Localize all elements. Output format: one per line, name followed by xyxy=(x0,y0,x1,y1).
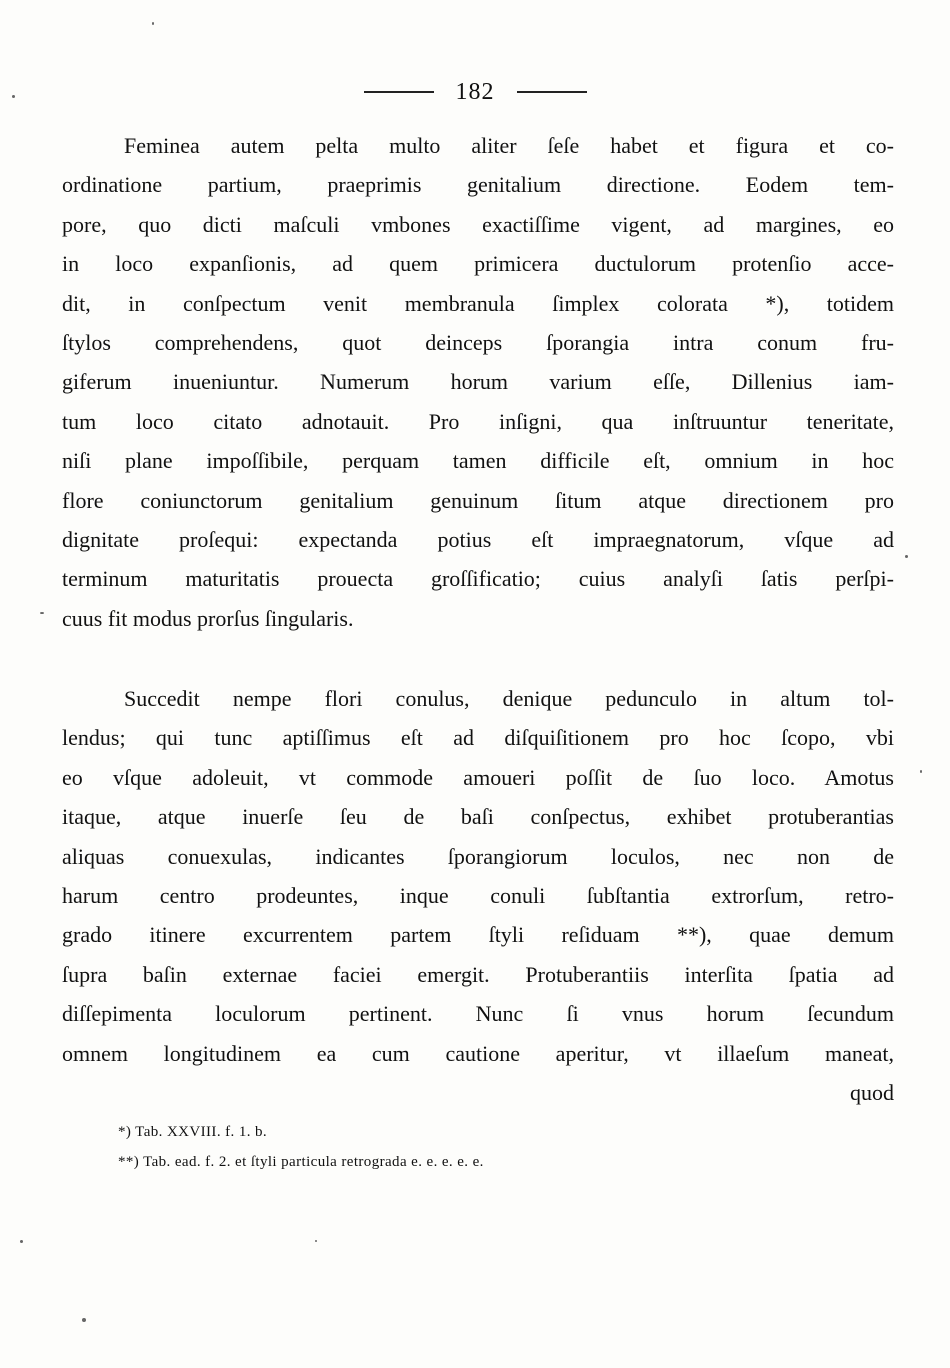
paragraph-1 xyxy=(62,126,894,638)
footnote: *) Tab. XXVIII. f. 1. b. xyxy=(118,1124,268,1140)
text-line: terminum maturitatis prouecta groſſificatio; cuius analyſi ſatis perſpi- xyxy=(62,566,894,592)
text-line: pore, quo dicti maſculi vmbones exactiſſime vigent, ad margines, eo xyxy=(62,211,894,237)
page-number: 182 xyxy=(455,78,495,105)
text-line: Feminea autem pelta multo aliter ſeſe habet et figura et co- xyxy=(124,133,894,158)
text-line: Succedit nempe flori conulus, denique pedunculo in altum tol- xyxy=(124,686,894,712)
text-line: omnem longitudinem ea cum cautione aperitur, vt illaeſum maneat, xyxy=(62,1040,894,1066)
text-line: ſupra baſin externae faciei emergit. Protuberantiis interſita ſpatia ad xyxy=(62,961,894,987)
footnote: **) Tab. ead. f. 2. et ſtyli particula retrograda e. e. e. e. e. xyxy=(118,1154,484,1170)
body-text xyxy=(62,126,894,1112)
text-line: dit, in conſpectum venit membranula ſimplex colorata *), totidem xyxy=(62,290,894,316)
paragraph-2 xyxy=(62,679,894,1112)
text-line: eo vſque adoleuit, vt commode amoueri poſſit de ſuo loco. Amotus xyxy=(62,764,894,790)
text-line: dignitate proſequi: expectanda potius eſt impraegnatorum, vſque ad xyxy=(62,526,894,552)
header-rule-right xyxy=(517,91,587,93)
text-line: flore coniunctorum genitalium genuinum ſitum atque directionem pro xyxy=(62,487,894,513)
text-line: grado itinere excurrentem partem ſtyli reſiduam **), quae demum xyxy=(62,922,894,948)
text-line: niſi plane impoſſibile, perquam tamen difficile eſt, omnium in hoc xyxy=(62,448,894,474)
text-line: aliquas conuexulas, indicantes ſporangiorum loculos, nec non de xyxy=(62,843,894,869)
text-line: harum centro prodeuntes, inque conuli ſubſtantia extrorſum, retro- xyxy=(62,883,894,909)
footnotes xyxy=(118,1117,818,1177)
catchword: quod xyxy=(850,1079,894,1105)
text-line: itaque, atque inuerſe ſeu de baſi conſpectus, exhibet protuberantias xyxy=(62,804,894,830)
text-line: giferum inueniuntur. Numerum horum varium eſſe, Dillenius iam- xyxy=(62,369,894,395)
text-line: diſſepimenta loculorum pertinent. Nunc ſi vnus horum ſecundum xyxy=(62,1001,894,1027)
text-line: tum loco citato adnotauit. Pro inſigni, qua inſtruuntur teneritate, xyxy=(62,408,894,434)
text-line: ſtylos comprehendens, quot deinceps ſporangia intra conum fru- xyxy=(62,329,894,355)
text-line: lendus; qui tunc aptiſſimus eſt ad diſquiſitionem pro hoc ſcopo, vbi xyxy=(62,725,894,751)
header-rule-left xyxy=(364,91,434,93)
text-line: in loco expanſionis, ad quem primicera ductulorum protenſio acce- xyxy=(62,251,894,277)
text-line: ordinatione partium, praeprimis genitalium directione. Eodem tem- xyxy=(62,172,894,198)
paragraph-gap xyxy=(62,638,894,679)
page-header xyxy=(0,72,950,112)
text-line: cuus fit modus prorſus ſingularis. xyxy=(62,605,354,631)
